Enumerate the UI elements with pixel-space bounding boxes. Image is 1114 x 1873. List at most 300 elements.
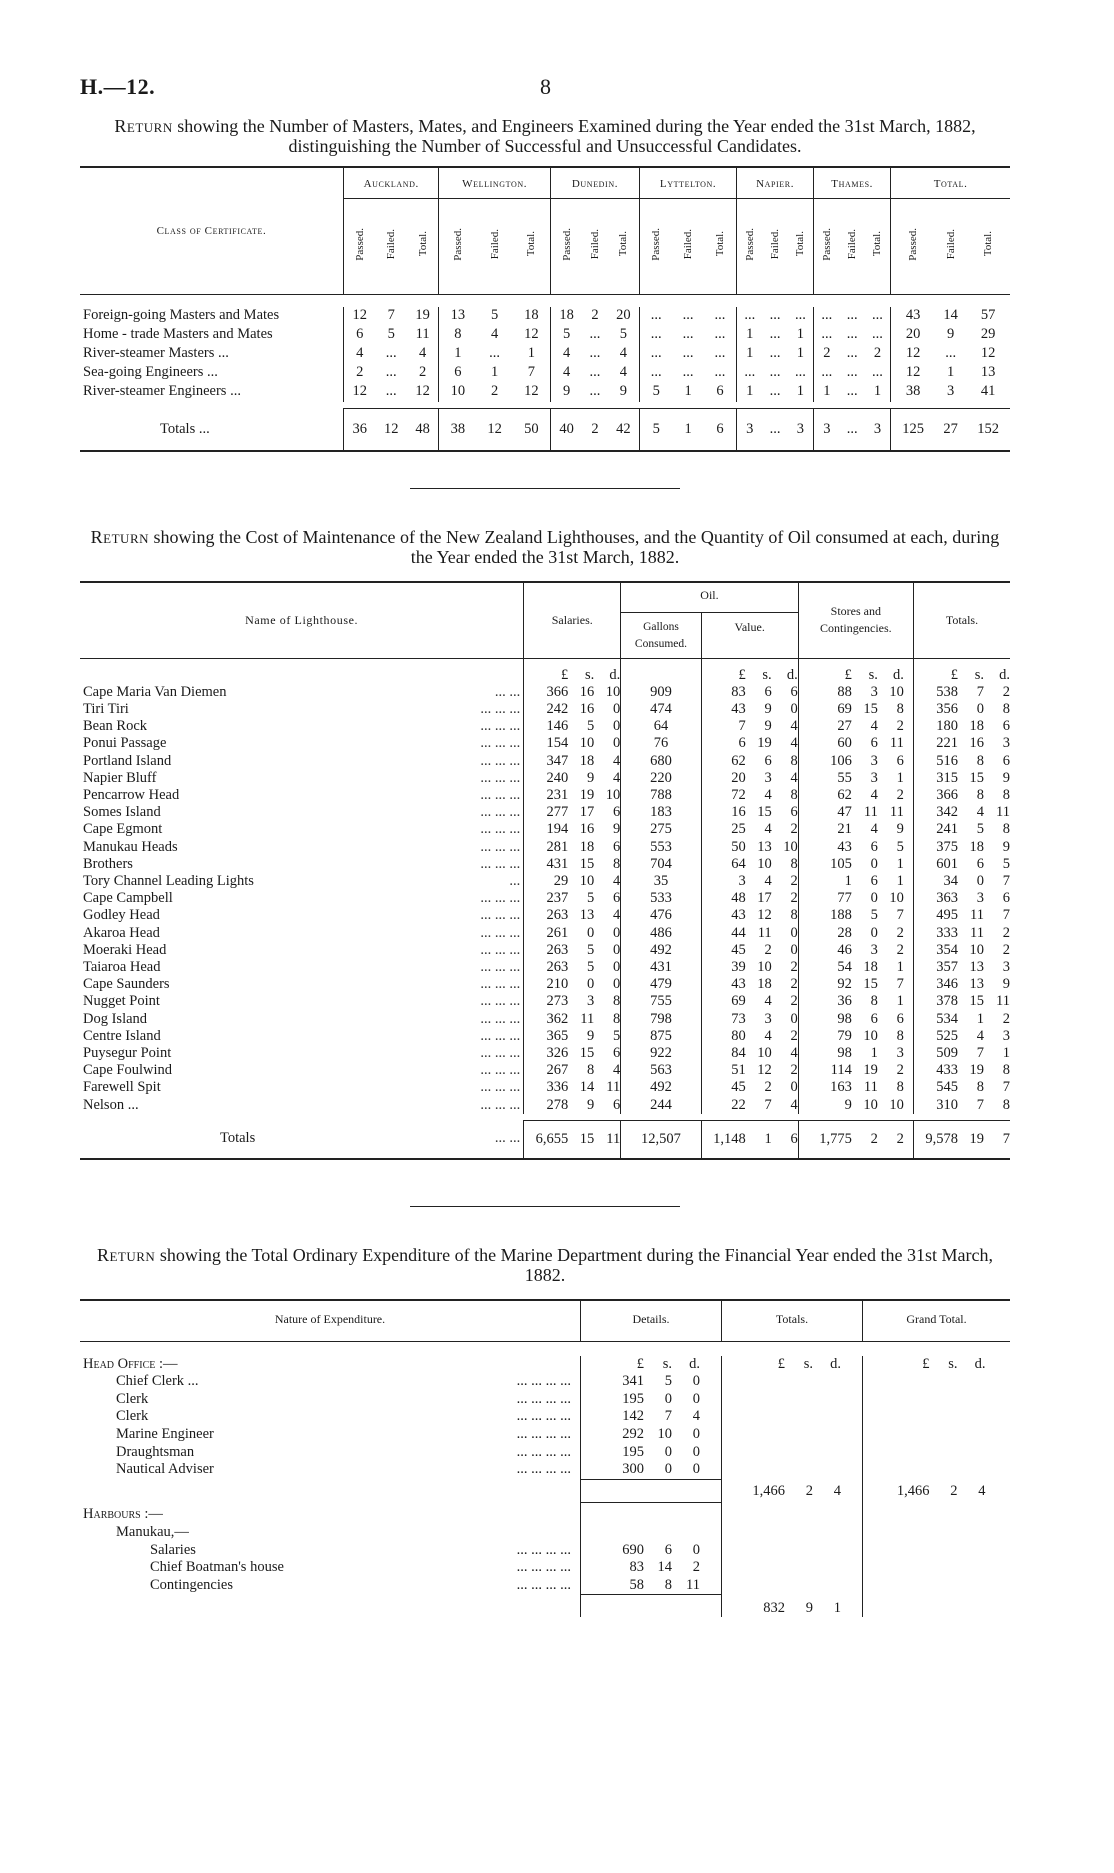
empty-cell xyxy=(722,1577,863,1595)
currency-units xyxy=(584,1356,718,1374)
sto-part: 6 xyxy=(870,873,878,890)
sub-header-label: Failed. xyxy=(588,228,601,260)
sub-header-label: Failed. xyxy=(385,228,398,260)
sto-cell xyxy=(798,839,913,856)
sal-part: 5 xyxy=(587,718,595,735)
sal-part: 5 xyxy=(587,941,595,958)
sal-cell xyxy=(524,959,621,976)
currency-units xyxy=(702,667,798,684)
spacer-row xyxy=(80,295,1010,308)
val-amount xyxy=(702,1062,798,1079)
sal-part: 0 xyxy=(613,735,621,752)
sal-cell xyxy=(524,907,621,924)
val-part: 45 xyxy=(731,941,746,958)
val-part: 10 xyxy=(757,1045,772,1062)
data-cell: 2 xyxy=(591,307,599,323)
val-part: 0 xyxy=(790,941,798,958)
tot-part: 221 xyxy=(936,735,958,752)
tot-cell xyxy=(914,1079,1011,1096)
group-header-5: Napier. xyxy=(737,167,814,199)
val-part: 15 xyxy=(757,804,772,821)
tot-cell xyxy=(914,1120,1011,1159)
empty-cell xyxy=(863,1502,1011,1524)
gallons-cell: 922 xyxy=(621,1045,701,1062)
tot-cell xyxy=(914,1028,1011,1045)
data-cell: ... xyxy=(814,364,840,383)
val-part: 4 xyxy=(790,769,798,786)
data-cell: 3 xyxy=(814,409,840,452)
harbours-total-part: 1 xyxy=(833,1599,841,1616)
tot-part: 8 xyxy=(1002,787,1010,804)
tot-part: 18 xyxy=(969,838,984,855)
sal-amount xyxy=(524,787,620,804)
gallons-cell: 76 xyxy=(621,735,701,752)
leader-dots: ... ... ... xyxy=(480,1096,521,1113)
tot-part: 1 xyxy=(976,1010,984,1027)
sto-amount xyxy=(799,804,913,821)
leader-dots: ... ... ... xyxy=(480,1027,521,1044)
spacer-cell xyxy=(80,295,1010,308)
leader-dots: ... ... xyxy=(494,1130,521,1147)
data-cell: 2 xyxy=(344,364,376,383)
tot-part: 18 xyxy=(969,718,984,735)
sal-amount xyxy=(524,735,620,752)
tot-part: 3 xyxy=(1002,959,1010,976)
data-cell: ... xyxy=(682,345,694,361)
tot-amount xyxy=(914,735,1010,752)
sto-part: 6 xyxy=(870,1010,878,1027)
data-cell: 27 xyxy=(935,409,966,452)
tot-amount xyxy=(914,856,1010,873)
data-cell: ... xyxy=(682,364,694,380)
sto-amount xyxy=(799,839,913,856)
item-amount-part: 0 xyxy=(692,1541,700,1558)
val-part: 22 xyxy=(731,1096,746,1113)
data-cell: 9 xyxy=(619,383,627,399)
lighthouse-name-cell xyxy=(80,873,524,890)
data-cell: 12 xyxy=(476,409,512,452)
tot-part: 363 xyxy=(936,890,958,907)
sal-part: 336 xyxy=(546,1079,569,1096)
sub-header-label: Total. xyxy=(416,231,429,257)
val-part: 8 xyxy=(790,907,798,924)
data-cell: 2 xyxy=(582,409,607,452)
empty-cell xyxy=(863,1577,1011,1595)
leader-dots: ... ... xyxy=(494,683,521,700)
val-part: 8 xyxy=(790,787,798,804)
header-oil: Oil. xyxy=(621,582,798,613)
sub-header-cell xyxy=(865,199,891,295)
val-part: 8 xyxy=(790,752,798,769)
sal-cell xyxy=(524,787,621,804)
sto-amount xyxy=(799,821,913,838)
tot-part: 8 xyxy=(1002,701,1010,718)
data-cell: 5 xyxy=(619,326,627,342)
sal-cell xyxy=(524,1011,621,1028)
group-header-2: Wellington. xyxy=(439,167,550,199)
head-office-grand-total-part: 1,466 xyxy=(896,1482,930,1499)
leader-dots: ... ... ... xyxy=(480,701,521,718)
sub-header-cell xyxy=(376,199,407,295)
currency-unit-shilling: s. xyxy=(584,666,595,683)
gallons-cell: 798 xyxy=(621,1011,701,1028)
tot-amount xyxy=(914,770,1010,787)
item-amount xyxy=(584,1461,718,1479)
tot-cell xyxy=(914,907,1011,924)
data-cell: 4 xyxy=(550,345,582,364)
sto-part: 11 xyxy=(863,804,878,821)
val-amount xyxy=(702,1028,798,1045)
sto-part: 6 xyxy=(896,752,904,769)
tot-amount xyxy=(914,701,1010,718)
head-office-total-part: 1,466 xyxy=(752,1482,785,1499)
tot-part: 7 xyxy=(1002,873,1010,890)
data-cell: ... xyxy=(640,364,673,383)
group-header-1: Auckland. xyxy=(344,167,439,199)
currency-unit-pence: d. xyxy=(892,666,904,683)
data-cell: 4 xyxy=(344,345,376,364)
units-stores xyxy=(798,658,913,684)
sto-amount xyxy=(799,1062,913,1079)
tot-amount xyxy=(914,942,1010,959)
gallons-cell: 909 xyxy=(621,684,701,701)
units-value xyxy=(701,658,798,684)
sal-amount xyxy=(524,1079,620,1096)
tot-part: 315 xyxy=(936,769,958,786)
item-amount-part: 300 xyxy=(622,1461,644,1478)
val-amount xyxy=(702,942,798,959)
header-stores: Stores and Contingencies. xyxy=(798,582,913,658)
val-amount xyxy=(702,735,798,752)
tot-part: 9 xyxy=(1002,769,1010,786)
val-part: 0 xyxy=(790,1010,798,1027)
tot-amount xyxy=(914,993,1010,1010)
tot-part: 1 xyxy=(1002,1045,1010,1062)
gallons-cell: 563 xyxy=(621,1062,701,1079)
val-part: 48 xyxy=(731,890,746,907)
val-cell xyxy=(701,1097,798,1114)
spacer-row xyxy=(80,1341,1010,1356)
sto-part: 10 xyxy=(863,1027,878,1044)
sal-amount xyxy=(524,770,620,787)
currency-unit-shilling: s. xyxy=(803,1355,813,1372)
data-cell: 20 xyxy=(891,326,935,345)
val-part: 2 xyxy=(790,890,798,907)
gallons-cell: 431 xyxy=(621,959,701,976)
header-details: Details. xyxy=(581,1300,722,1341)
tot-part: 0 xyxy=(976,701,984,718)
item-amount-cell xyxy=(581,1542,722,1560)
data-cell: 4 xyxy=(490,326,499,342)
data-cell: ... xyxy=(794,364,806,380)
tot-amount xyxy=(914,839,1010,856)
sto-cell xyxy=(798,1079,913,1096)
harbours-label: Harbours :— xyxy=(83,1506,163,1523)
item-amount-cell xyxy=(581,1426,722,1444)
item-amount-part: 11 xyxy=(686,1576,700,1593)
sto-part: 105 xyxy=(830,855,852,872)
empty-cell xyxy=(581,1479,722,1502)
examinations-table-body xyxy=(80,295,1010,452)
item-name: Clerk xyxy=(116,1408,149,1425)
empty-cell xyxy=(722,1502,863,1524)
sto-amount xyxy=(799,684,913,701)
sal-part: 347 xyxy=(546,752,569,769)
gallons-cell: 12,507 xyxy=(621,1120,701,1159)
item-amount-part: 0 xyxy=(692,1461,700,1478)
item-amount xyxy=(584,1542,718,1560)
sto-cell xyxy=(798,821,913,838)
lighthouse-name: Nugget Point xyxy=(83,993,160,1010)
leader-dots: ... ... ... xyxy=(480,1062,521,1079)
val-part: 13 xyxy=(757,838,772,855)
item-name: Clerk xyxy=(116,1390,149,1407)
sto-amount xyxy=(799,1011,913,1028)
val-cell xyxy=(701,976,798,993)
item-name-cell xyxy=(80,1559,581,1577)
val-amount xyxy=(702,753,798,770)
val-part: 1 xyxy=(764,1130,772,1147)
data-cell: 5 xyxy=(640,409,673,452)
table-row xyxy=(80,1461,1010,1479)
tot-part: 11 xyxy=(996,993,1010,1010)
sto-part: 3 xyxy=(870,752,878,769)
sto-cell xyxy=(798,1011,913,1028)
sto-part: 36 xyxy=(837,993,852,1010)
expenditure-table xyxy=(80,1299,1010,1617)
val-cell xyxy=(701,1028,798,1045)
sub-header-cell xyxy=(476,199,512,295)
sal-cell xyxy=(524,1062,621,1079)
lighthouse-name-cell xyxy=(80,753,524,770)
lighthouses-table-header xyxy=(80,582,1010,658)
table-row xyxy=(80,718,1010,735)
tot-part: 509 xyxy=(936,1045,958,1062)
data-cell: 42 xyxy=(608,409,640,452)
table-row xyxy=(80,804,1010,821)
table-row xyxy=(80,1079,1010,1096)
item-amount xyxy=(584,1426,718,1444)
harbours-total-part: 832 xyxy=(763,1599,785,1616)
tot-part: 13 xyxy=(969,959,984,976)
group-header-3: Dunedin. xyxy=(550,167,639,199)
sal-part: 6 xyxy=(613,838,621,855)
data-cell: 1 xyxy=(439,345,476,364)
harbours-total-cell xyxy=(722,1595,863,1618)
header-totals: Totals. xyxy=(722,1300,863,1341)
row-label: River-steamer Masters ... xyxy=(83,345,229,361)
data-cell: ... xyxy=(945,345,957,361)
item-name-cell xyxy=(80,1461,581,1479)
sal-part: 6 xyxy=(613,1096,621,1113)
currency-unit-shilling: s. xyxy=(868,666,878,683)
totals-row xyxy=(80,409,1010,452)
sto-amount xyxy=(799,856,913,873)
sal-cell xyxy=(524,925,621,942)
sal-cell xyxy=(524,804,621,821)
val-amount xyxy=(702,856,798,873)
val-amount xyxy=(702,1079,798,1096)
currency-unit-pence: d. xyxy=(786,666,798,683)
data-cell: 12 xyxy=(344,307,376,326)
val-part: 6 xyxy=(790,683,798,700)
sal-cell xyxy=(524,1097,621,1114)
val-amount xyxy=(702,701,798,718)
tot-part: 357 xyxy=(936,959,958,976)
data-cell: 1 xyxy=(684,383,692,399)
table-row xyxy=(80,753,1010,770)
sto-part: 8 xyxy=(896,701,904,718)
header-value: Value. xyxy=(701,613,798,658)
data-cell: 7 xyxy=(387,307,395,323)
sal-cell xyxy=(524,890,621,907)
leader-dots: ... ... ... xyxy=(480,959,521,976)
section-label-cell xyxy=(80,1356,581,1374)
sal-part: 0 xyxy=(613,924,621,941)
table-row xyxy=(80,684,1010,701)
sto-cell xyxy=(798,787,913,804)
tot-part: 534 xyxy=(936,1010,958,1027)
val-part: 64 xyxy=(731,855,746,872)
subtotal-row xyxy=(80,1479,1010,1502)
sal-part: 16 xyxy=(579,683,595,700)
sal-amount xyxy=(524,1097,620,1114)
sal-amount xyxy=(524,1045,620,1062)
tot-amount xyxy=(914,1131,1010,1148)
val-part: 8 xyxy=(790,855,798,872)
val-cell xyxy=(701,1079,798,1096)
sto-part: 43 xyxy=(837,838,852,855)
item-amount-part: 195 xyxy=(622,1443,644,1460)
gallons-cell: 755 xyxy=(621,993,701,1010)
sto-amount xyxy=(799,735,913,752)
sub-header-cell xyxy=(640,199,673,295)
val-part: 2 xyxy=(790,959,798,976)
table3-title: Return showing the Total Ordinary Expenditure of the Marine Department during the Financial Year ended the 31st March, 1882. xyxy=(96,1245,994,1286)
sto-cell xyxy=(798,925,913,942)
data-cell: ... xyxy=(682,307,694,323)
data-cell: ... xyxy=(769,307,781,323)
totals-row xyxy=(80,1120,1010,1159)
table1-title: Return showing the Number of Masters, Mates, and Engineers Examined during the Year ended the 31st March, 1882, distinguishing the Number of Successful and Unsuccessful Candidates. xyxy=(114,116,976,156)
gallons-cell: 788 xyxy=(621,787,701,804)
data-cell: 5 xyxy=(640,383,673,402)
table-row xyxy=(80,1408,1010,1426)
gallons-cell: 479 xyxy=(621,976,701,993)
sto-part: 106 xyxy=(830,752,852,769)
group-header-4: Lyttelton. xyxy=(640,167,737,199)
item-name: Contingencies xyxy=(150,1576,233,1593)
empty-cell xyxy=(863,1542,1011,1560)
sto-amount xyxy=(799,1079,913,1096)
table-row xyxy=(80,1444,1010,1462)
tot-part: 7 xyxy=(1002,907,1010,924)
group-header-7: Total. xyxy=(891,167,1010,199)
tot-cell xyxy=(914,821,1011,838)
lighthouse-name-cell xyxy=(80,787,524,804)
item-amount-part: 0 xyxy=(692,1373,700,1390)
sal-part: 5 xyxy=(587,959,595,976)
lighthouse-name-cell xyxy=(80,1045,524,1062)
sub-header-cell xyxy=(763,199,788,295)
sto-cell xyxy=(798,890,913,907)
sto-part: 3 xyxy=(870,683,878,700)
tot-part: 7 xyxy=(976,1045,984,1062)
lighthouse-name-cell xyxy=(80,804,524,821)
val-cell xyxy=(701,907,798,924)
gallons-cell: 553 xyxy=(621,839,701,856)
tot-part: 11 xyxy=(970,924,984,941)
val-part: 50 xyxy=(731,838,746,855)
data-cell: ... xyxy=(846,364,858,380)
leader-dots: ... ... ... ... xyxy=(516,1390,571,1407)
tot-part: 15 xyxy=(969,993,984,1010)
empty-cell xyxy=(863,1444,1011,1462)
val-part: 12 xyxy=(757,907,772,924)
item-name-cell xyxy=(80,1542,581,1560)
currency-unit-pence: d. xyxy=(609,666,621,683)
sub-header-cell xyxy=(582,199,607,295)
sal-cell xyxy=(524,770,621,787)
sub-header-label: Failed. xyxy=(846,228,859,260)
sto-part: 47 xyxy=(837,804,852,821)
val-part: 2 xyxy=(790,976,798,993)
table-row xyxy=(80,976,1010,993)
table-row xyxy=(80,787,1010,804)
sto-part: 8 xyxy=(896,1079,904,1096)
sub-header-row xyxy=(80,1524,1010,1542)
val-part: 43 xyxy=(731,701,746,718)
sto-part: 21 xyxy=(837,821,852,838)
units-totals xyxy=(722,1356,863,1374)
empty-cell xyxy=(80,1479,581,1502)
sal-part: 237 xyxy=(546,890,569,907)
sto-part: 7 xyxy=(896,976,904,993)
lighthouse-name: Portland Island xyxy=(83,752,172,769)
table-row xyxy=(80,307,1010,326)
leader-dots: ... ... ... xyxy=(480,976,521,993)
data-cell: 6 xyxy=(439,364,476,383)
val-part: 3 xyxy=(738,873,746,890)
val-cell xyxy=(701,925,798,942)
sto-part: 9 xyxy=(844,1096,852,1113)
sto-cell xyxy=(798,873,913,890)
subtotal-row xyxy=(80,1595,1010,1618)
sto-part: 1 xyxy=(896,855,904,872)
sub-header-label: Passed. xyxy=(353,227,366,261)
table-row xyxy=(80,1373,1010,1391)
examinations-table xyxy=(80,166,1010,452)
sto-part: 8 xyxy=(896,1027,904,1044)
currency-unit-pence: d. xyxy=(830,1355,841,1372)
data-cell: ... xyxy=(640,326,673,345)
sto-part: 10 xyxy=(863,1096,878,1113)
sal-part: 15 xyxy=(579,1045,595,1062)
data-cell: ... xyxy=(846,383,858,399)
sto-amount xyxy=(799,1028,913,1045)
sto-part: 3 xyxy=(870,769,878,786)
tot-part: 8 xyxy=(1002,1062,1010,1079)
sub-label-cell xyxy=(80,1524,581,1542)
data-cell: 1 xyxy=(796,383,804,399)
sto-part: 0 xyxy=(870,890,878,907)
sal-part: 278 xyxy=(546,1096,569,1113)
sto-cell xyxy=(798,1062,913,1079)
data-cell: 18 xyxy=(550,307,582,326)
sto-part: 2 xyxy=(896,718,904,735)
tot-part: 241 xyxy=(936,821,958,838)
tot-part: 16 xyxy=(969,735,984,752)
